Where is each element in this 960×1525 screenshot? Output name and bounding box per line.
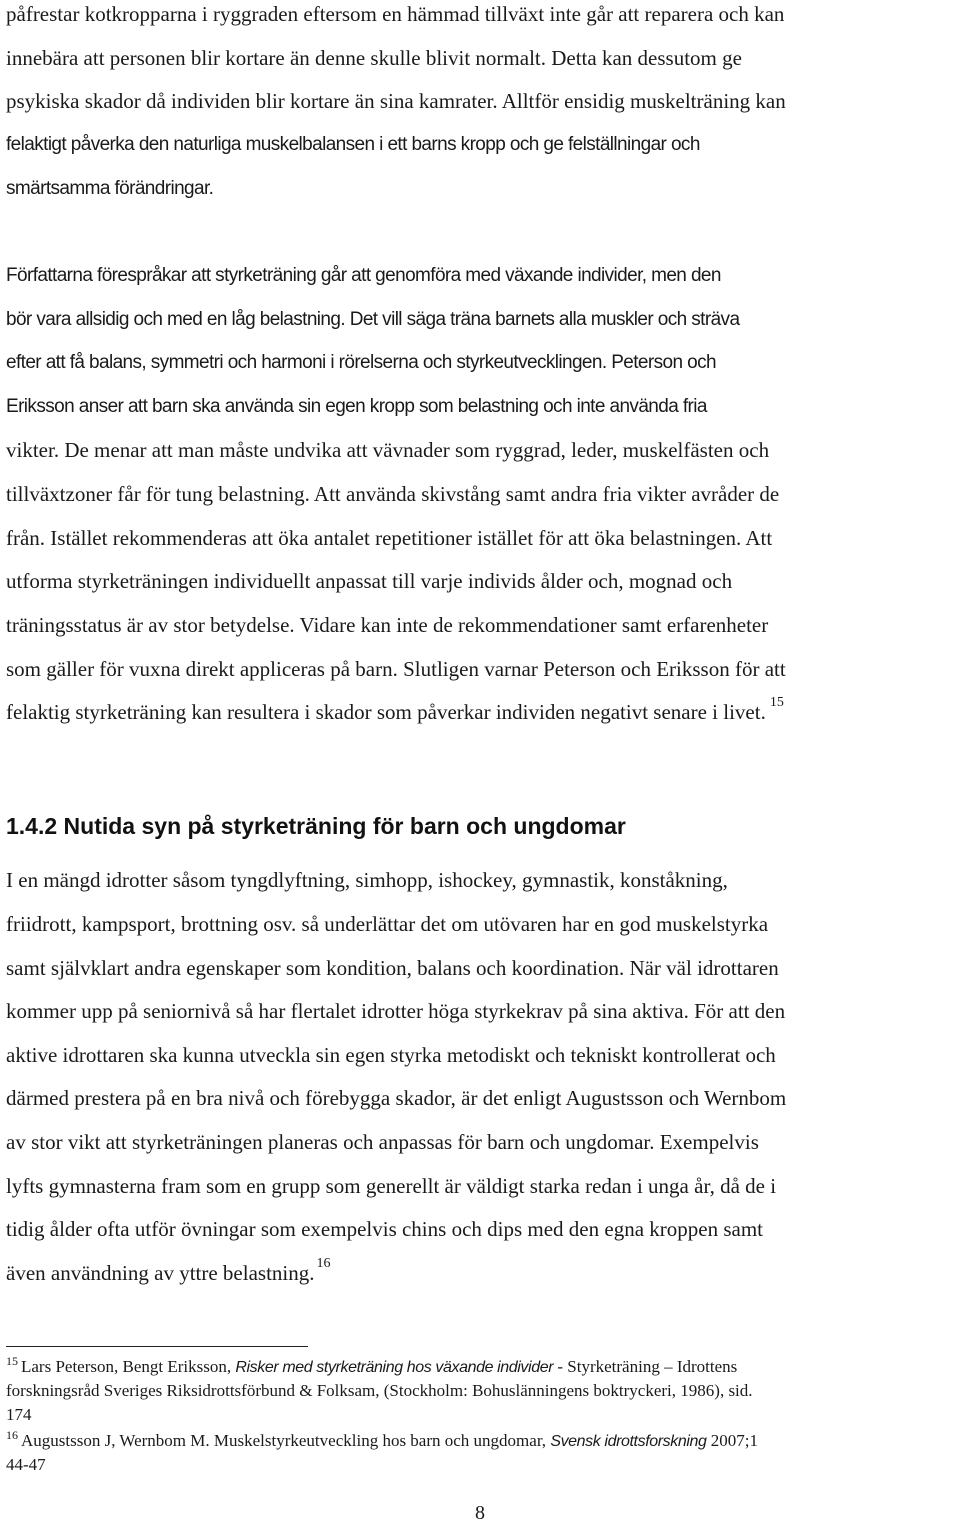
text-line: bör vara allsidig och med en låg belastning. Det vill säga träna barnets alla muskler och sträva [6,309,740,330]
footnote-text: 2007;1 [710,1431,759,1450]
text-line: lyfts gymnasterna fram som en grupp som generellt är väldigt starka redan i unga år, då de i [6,1174,777,1198]
footnote-ref-15: 15 [769,695,784,710]
text-line: av stor vikt att styrketräningen planeras och anpassas för barn och ungdomar. Exempelvis [6,1130,759,1154]
text-line: smärtsamma förändringar. [6,178,214,199]
footnote-authors: Lars Peterson, Bengt Eriksson, [21,1357,232,1376]
text-line: från. Istället rekommenderas att öka antalet repetitioner istället för att öka belastningen. Att [6,526,773,550]
text-line: vikter. De menar att man måste undvika att vävnader som ryggrad, leder, muskelfästen och [6,438,770,462]
text-line: Eriksson anser att barn ska använda sin egen kropp som belastning och inte använda fria [6,396,707,417]
text-line-content: felaktig styrketräning kan resultera i skador som påverkar individen negativt senare i livet. [6,700,766,724]
text-line: felaktigt påverka den naturliga muskelbalansen i ett barns kropp och ge felställningar och [6,134,700,155]
text-line: efter att få balans, symmetri och harmoni i rörelserna och styrkeutvecklingen. Peterson och [6,352,716,373]
section-heading: 1.4.2 Nutida syn på styrketräning för barn och ungdomar [6,813,626,839]
footnote-line [6,1354,738,1378]
text-line: aktive idrottaren ska kunna utveckla sin egen styrka metodiskt och tekniskt kontrollerat och [6,1043,776,1067]
text-line: psykiska skador då individen blir kortare än sina kamrater. Alltför ensidig muskelträning kan [6,89,786,113]
text-line: därmed prestera på en bra nivå och förebygga skador, är det enligt Augustsson och Wernbom [6,1086,787,1110]
text-line: I en mängd idrotter såsom tyngdlyftning, simhopp, ishockey, gymnastik, konståkning, [6,868,728,892]
text-line: tidig ålder ofta utför övningar som exempelvis chins och dips med den egna kroppen samt [6,1217,763,1241]
text-line [6,1256,331,1285]
text-line [6,695,784,724]
footnote-separator [6,1346,308,1347]
footnote-number: 15 [6,1354,18,1368]
footnote-title: Risker med styrketräning hos växande individer [235,1359,554,1376]
text-line: Författarna förespråkar att styrketräning går att genomföra med växande individer, men den [6,265,721,286]
footnote-line [6,1428,759,1452]
footnote-ref-16: 16 [316,1256,331,1271]
footnote-number: 16 [6,1428,18,1442]
text-line: påfrestar kotkropparna i ryggraden eftersom en hämmad tillväxt inte går att reparera och kan [6,2,785,26]
text-line: friidrott, kampsport, brottning osv. så underlättar det om utövaren har en god muskelstyrka [6,912,769,936]
text-line: samt självklart andra egenskaper som kondition, balans och koordination. När väl idrottaren [6,956,779,980]
text-line: träningsstatus är av stor betydelse. Vidare kan inte de rekommendationer samt erfarenheter [6,613,769,637]
text-line: kommer upp på seniornivå så har flertalet idrotter höga styrkekrav på sina aktiva. För att den [6,999,786,1023]
text-line: tillväxtzoner får för tung belastning. Att använda skivstång samt andra fria vikter avråder de [6,482,780,506]
text-line-content: även användning av yttre belastning. [6,1261,315,1285]
page-number: 8 [475,1502,485,1524]
text-line: som gäller för vuxna direkt appliceras på barn. Slutligen varnar Peterson och Eriksson för att [6,657,786,681]
footnote-line: 44-47 [6,1455,46,1474]
footnote-text: - Styrketräning – Idrottens [557,1357,738,1376]
text-line: innebära att personen blir kortare än denne skulle blivit normalt. Detta kan dessutom ge [6,46,742,70]
footnote-text: Augustsson J, Wernbom M. Muskelstyrkeutveckling hos barn och ungdomar, [21,1431,547,1450]
footnote-line: forskningsråd Sveriges Riksidrottsförbund & Folksam, (Stockholm: Bohuslänningens boktryckeri, 1986), sid. [6,1381,753,1400]
footnote-line: 174 [6,1405,32,1424]
text-line: utforma styrketräningen individuellt anpassat till varje individs ålder och, mognad och [6,569,733,593]
footnote-journal: Svensk idrottsforskning [550,1433,707,1450]
